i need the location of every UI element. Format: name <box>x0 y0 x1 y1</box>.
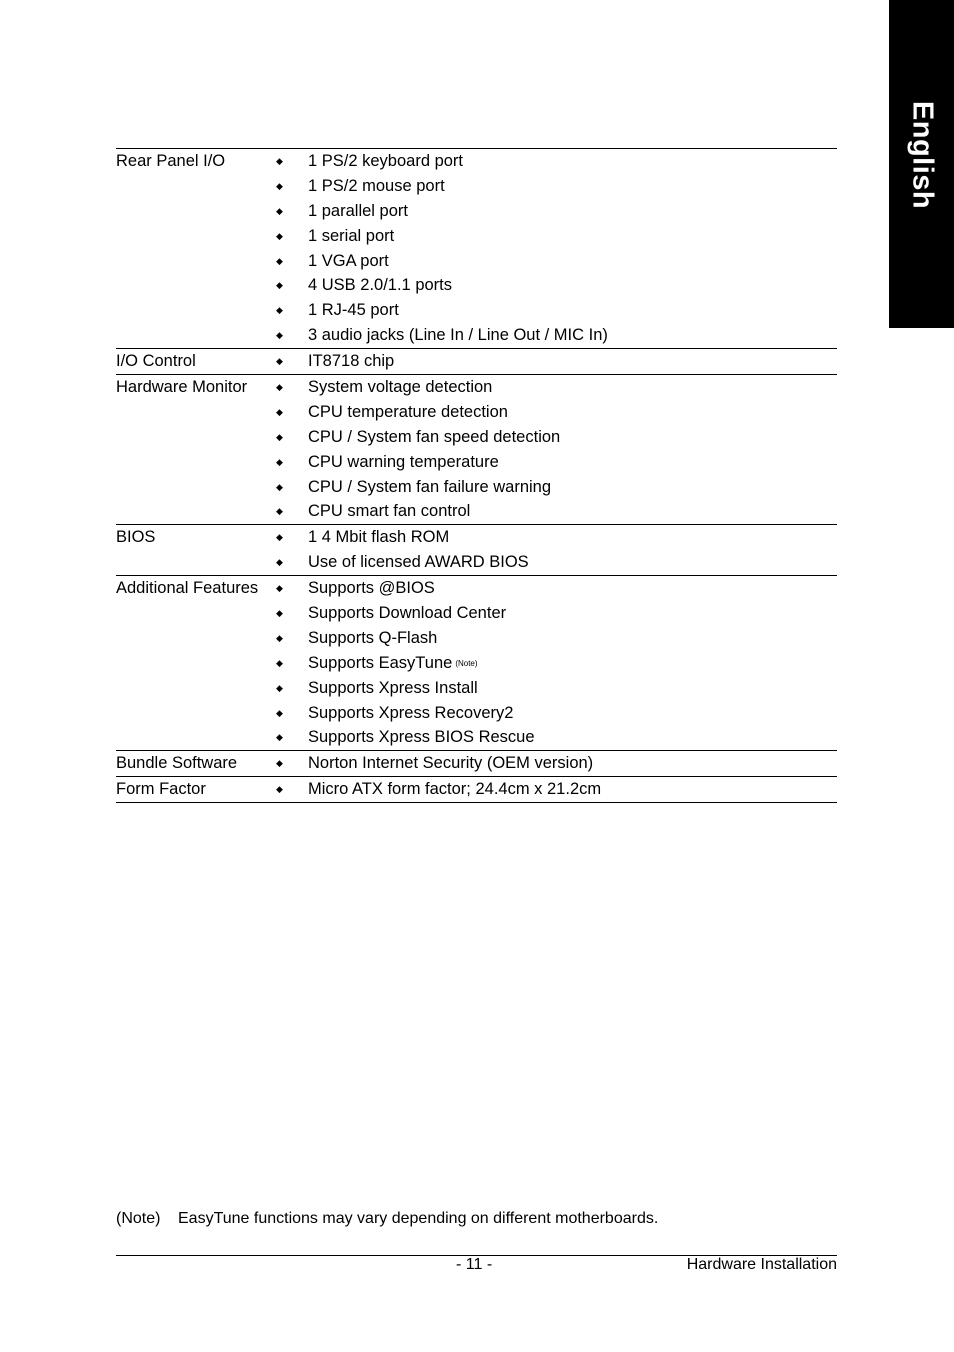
spec-label: Additional Features <box>116 579 259 598</box>
spec-item <box>276 425 837 450</box>
spec-item <box>276 298 837 323</box>
diamond-bullet-icon: ◆ <box>276 758 283 769</box>
spec-item-list <box>276 349 837 374</box>
spec-row <box>116 575 837 750</box>
diamond-bullet-icon: ◆ <box>276 205 283 216</box>
spec-row <box>116 148 837 348</box>
spec-label: Bundle Software <box>116 754 238 773</box>
diamond-bullet-icon: ◆ <box>276 784 283 795</box>
spec-label: Hardware Monitor <box>116 378 248 397</box>
spec-item <box>276 174 837 199</box>
diamond-bullet-icon: ◆ <box>276 506 283 517</box>
spec-item <box>276 701 837 726</box>
spec-item <box>276 550 837 575</box>
spec-item-text: Supports Xpress Recovery2 <box>308 703 514 722</box>
language-tab <box>889 0 954 328</box>
diamond-bullet-icon: ◆ <box>276 532 283 543</box>
footnote-tag: (Note) <box>116 1210 161 1227</box>
specification-table <box>116 148 837 803</box>
spec-item-list <box>276 525 837 575</box>
spec-item <box>276 525 837 550</box>
spec-item-text: Supports Q-Flash <box>308 628 438 647</box>
spec-item-text: Supports @BIOS <box>308 579 435 598</box>
spec-item <box>276 323 837 348</box>
spec-row <box>116 524 837 575</box>
spec-item-text: Supports EasyTune <box>308 653 453 672</box>
diamond-bullet-icon: ◆ <box>276 330 283 341</box>
spec-item-list <box>276 777 837 802</box>
spec-item-list <box>276 375 837 524</box>
diamond-bullet-icon: ◆ <box>276 456 283 467</box>
spec-item-text: 1 PS/2 mouse port <box>308 176 445 195</box>
diamond-bullet-icon: ◆ <box>276 356 283 367</box>
spec-item-text: CPU warning temperature <box>308 452 499 471</box>
diamond-bullet-icon: ◆ <box>276 583 283 594</box>
spec-item <box>276 224 837 249</box>
spec-item-text: Supports Xpress Install <box>308 678 478 697</box>
spec-item <box>276 249 837 274</box>
spec-item <box>276 450 837 475</box>
spec-item <box>276 576 837 601</box>
diamond-bullet-icon: ◆ <box>276 305 283 316</box>
spec-item-text: CPU / System fan speed detection <box>308 427 561 446</box>
diamond-bullet-icon: ◆ <box>276 682 283 693</box>
diamond-bullet-icon: ◆ <box>276 607 283 618</box>
diamond-bullet-icon: ◆ <box>276 481 283 492</box>
spec-item-text: 1 VGA port <box>308 251 389 270</box>
spec-item-text: Supports Xpress BIOS Rescue <box>308 728 535 747</box>
spec-item-text: CPU temperature detection <box>308 402 508 421</box>
diamond-bullet-icon: ◆ <box>276 381 283 392</box>
diamond-bullet-icon: ◆ <box>276 255 283 266</box>
spec-item-text: 1 serial port <box>308 226 395 245</box>
spec-item-text: System voltage detection <box>308 377 493 396</box>
diamond-bullet-icon: ◆ <box>276 657 283 668</box>
spec-item-text: 1 parallel port <box>308 201 408 220</box>
diamond-bullet-icon: ◆ <box>276 632 283 643</box>
spec-row <box>116 750 837 776</box>
spec-label: Rear Panel I/O <box>116 152 226 170</box>
spec-label: I/O Control <box>116 352 196 371</box>
diamond-bullet-icon: ◆ <box>276 155 283 166</box>
spec-item-text: Use of licensed AWARD BIOS <box>308 553 529 572</box>
spec-label: BIOS <box>116 528 156 547</box>
spec-item-text: IT8718 chip <box>308 352 395 371</box>
spec-item <box>276 475 837 500</box>
spec-item-list <box>276 576 837 750</box>
spec-item <box>276 400 837 425</box>
language-tab-label: English <box>906 100 938 210</box>
footer-section-title: Hardware Installation <box>686 1256 837 1273</box>
spec-item <box>276 349 837 374</box>
spec-row <box>116 348 837 374</box>
diamond-bullet-icon: ◆ <box>276 406 283 417</box>
spec-item <box>276 199 837 224</box>
spec-item <box>276 751 837 776</box>
note-reference: (Note) <box>455 658 478 668</box>
spec-item <box>276 626 837 651</box>
diamond-bullet-icon: ◆ <box>276 557 283 568</box>
page-number: - 11 - <box>456 1256 493 1273</box>
diamond-bullet-icon: ◆ <box>276 280 283 291</box>
spec-item <box>276 149 837 174</box>
spec-item-text: CPU / System fan failure warning <box>308 477 552 496</box>
spec-label: Form Factor <box>116 780 206 799</box>
spec-item-text: 1 PS/2 keyboard port <box>308 151 464 170</box>
spec-row <box>116 776 837 802</box>
spec-row <box>116 374 837 524</box>
spec-item-text: Micro ATX form factor; 24.4cm x 21.2cm <box>308 780 602 799</box>
spec-item-text: Supports Download Center <box>308 603 507 622</box>
diamond-bullet-icon: ◆ <box>276 431 283 442</box>
spec-item-text: Norton Internet Security (OEM version) <box>308 754 594 773</box>
spec-item <box>276 499 837 524</box>
diamond-bullet-icon: ◆ <box>276 732 283 743</box>
spec-item <box>276 676 837 701</box>
spec-item <box>276 651 837 676</box>
spec-item-text: 4 USB 2.0/1.1 ports <box>308 276 452 295</box>
spec-item-text: 3 audio jacks (Line In / Line Out / MIC In) <box>308 326 608 345</box>
spec-item <box>276 601 837 626</box>
spec-item-list <box>276 751 837 776</box>
footnote <box>116 1210 658 1228</box>
spec-item <box>276 726 837 751</box>
diamond-bullet-icon: ◆ <box>276 230 283 241</box>
spec-item-text: 1 4 Mbit flash ROM <box>308 528 450 547</box>
spec-item <box>276 777 837 802</box>
diamond-bullet-icon: ◆ <box>276 707 283 718</box>
spec-item-text: 1 RJ-45 port <box>308 301 399 320</box>
footnote-text: EasyTune functions may vary depending on different motherboards. <box>178 1210 659 1227</box>
spec-item-text: CPU smart fan control <box>308 502 471 521</box>
diamond-bullet-icon: ◆ <box>276 180 283 191</box>
spec-item <box>276 273 837 298</box>
spec-item-list <box>276 149 837 348</box>
spec-item <box>276 375 837 400</box>
